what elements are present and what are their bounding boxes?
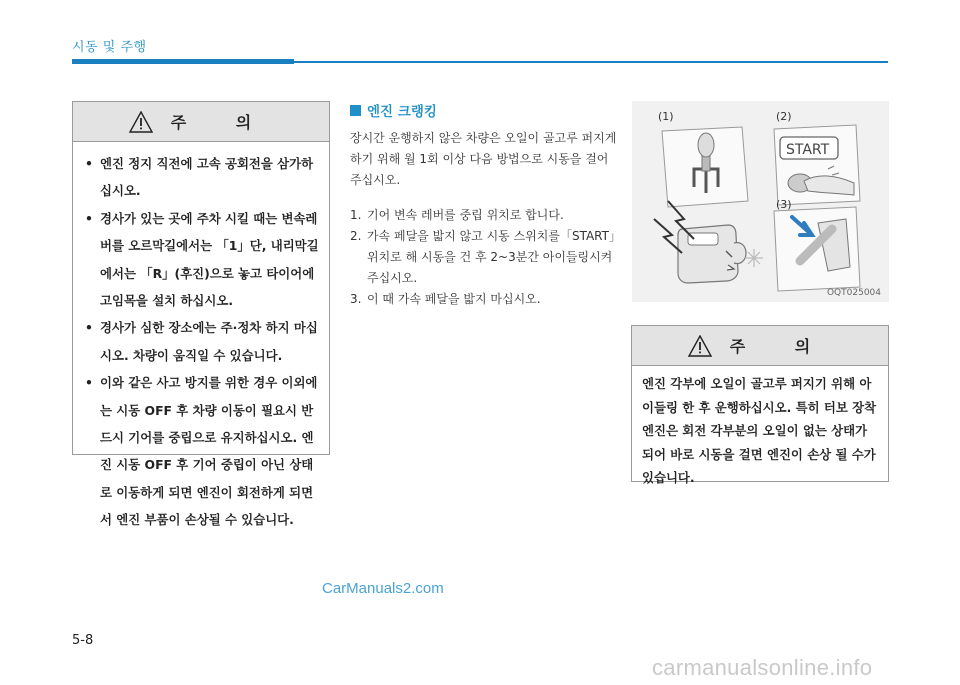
watermark-top: CarManuals2.com — [322, 580, 444, 597]
cranking-heading-text: 엔진 크랭킹 — [367, 104, 437, 120]
caution-header — [632, 326, 888, 366]
step-item — [350, 205, 622, 226]
step-text: 가속 페달을 밟지 않고 시동 스위치를「START」위치로 해 시동을 건 후 2~3분간 아이들링시켜 주십시오. — [367, 229, 621, 285]
step-text: 기어 변속 레버를 중립 위치로 합니다. — [367, 208, 564, 222]
engine-icon — [654, 201, 763, 283]
header-rule — [294, 61, 888, 63]
caution-box-left — [72, 101, 330, 528]
header-rule-accent — [72, 59, 294, 64]
page-number: 5-8 — [72, 633, 94, 648]
pedal-icon — [774, 207, 860, 291]
warning-triangle-icon — [688, 335, 712, 357]
step-number: 2. — [350, 229, 362, 243]
caution-title: 주 의 — [170, 113, 274, 132]
caution-item: • 경사가 심한 장소에는 주·정차 하지 마십시오. 차량이 움직일 수 있습니다. — [85, 314, 319, 369]
step-item — [350, 289, 622, 310]
caution-item: • 엔진 정지 직전에 고속 공회전을 삼가하십시오. — [85, 150, 319, 205]
section-title: 시동 및 주행 — [72, 40, 147, 55]
start-button-icon — [774, 125, 860, 205]
warning-triangle-icon — [129, 111, 153, 133]
cranking-steps — [350, 205, 622, 310]
step-text: 이 때 가속 페달을 밟지 마십시오. — [367, 292, 541, 306]
figure-label-1: (1) — [658, 110, 674, 123]
cranking-intro: 장시간 운행하지 않은 차량은 오일이 골고루 퍼지게 하기 위해 월 1회 이상 다음 방법으로 시동을 걸어 주십시오. — [350, 131, 617, 187]
caution-box-right — [631, 325, 889, 485]
step-number: 1. — [350, 208, 362, 222]
caution-item: • 이와 같은 사고 방지를 위한 경우 이외에는 시동 OFF 후 차량 이동이 필요시 반드시 기어를 중립으로 유지하십시오. 엔진 시동 OFF 후 기어 중립이 아닌 상태로 이동하게 되면 엔진이 회전하게 되면서 엔진 부품이 손상될 수 있습니다. — [85, 369, 319, 533]
fan-icon — [745, 249, 763, 267]
figure-code: OQT025004 — [826, 288, 881, 298]
caution-list — [73, 142, 329, 534]
figure-label-3: (3) — [776, 198, 792, 211]
cranking-heading — [350, 100, 622, 120]
step-number: 3. — [350, 292, 362, 306]
illustration-art — [632, 101, 889, 302]
figure-label-2: (2) — [776, 110, 792, 123]
start-text: START — [786, 142, 830, 158]
caution-header — [73, 102, 329, 142]
square-bullet-icon — [350, 105, 361, 116]
gear-shift-icon — [662, 127, 748, 207]
caution-body: 엔진 각부에 오일이 골고루 퍼지기 위해 아이들링 한 후 운행하십시오. 특히 터보 장착 엔진은 회전 각부분의 오일이 없는 상태가 되어 바로 시동을 걸면 엔진이 손상 될 수가 있습니다. — [642, 376, 877, 485]
caution-title: 주 의 — [729, 337, 833, 356]
caution-item: • 경사가 있는 곳에 주차 시킬 때는 변속레버를 오르막길에서는 「1」단, 내리막길에서는 「R」(후진)으로 놓고 타이어에 고임목을 설치 하십시오. — [85, 205, 319, 315]
cranking-illustration — [632, 101, 889, 302]
watermark-bottom: carmanualsonline.info — [652, 655, 873, 680]
cranking-section — [350, 100, 622, 310]
step-item — [350, 226, 622, 289]
